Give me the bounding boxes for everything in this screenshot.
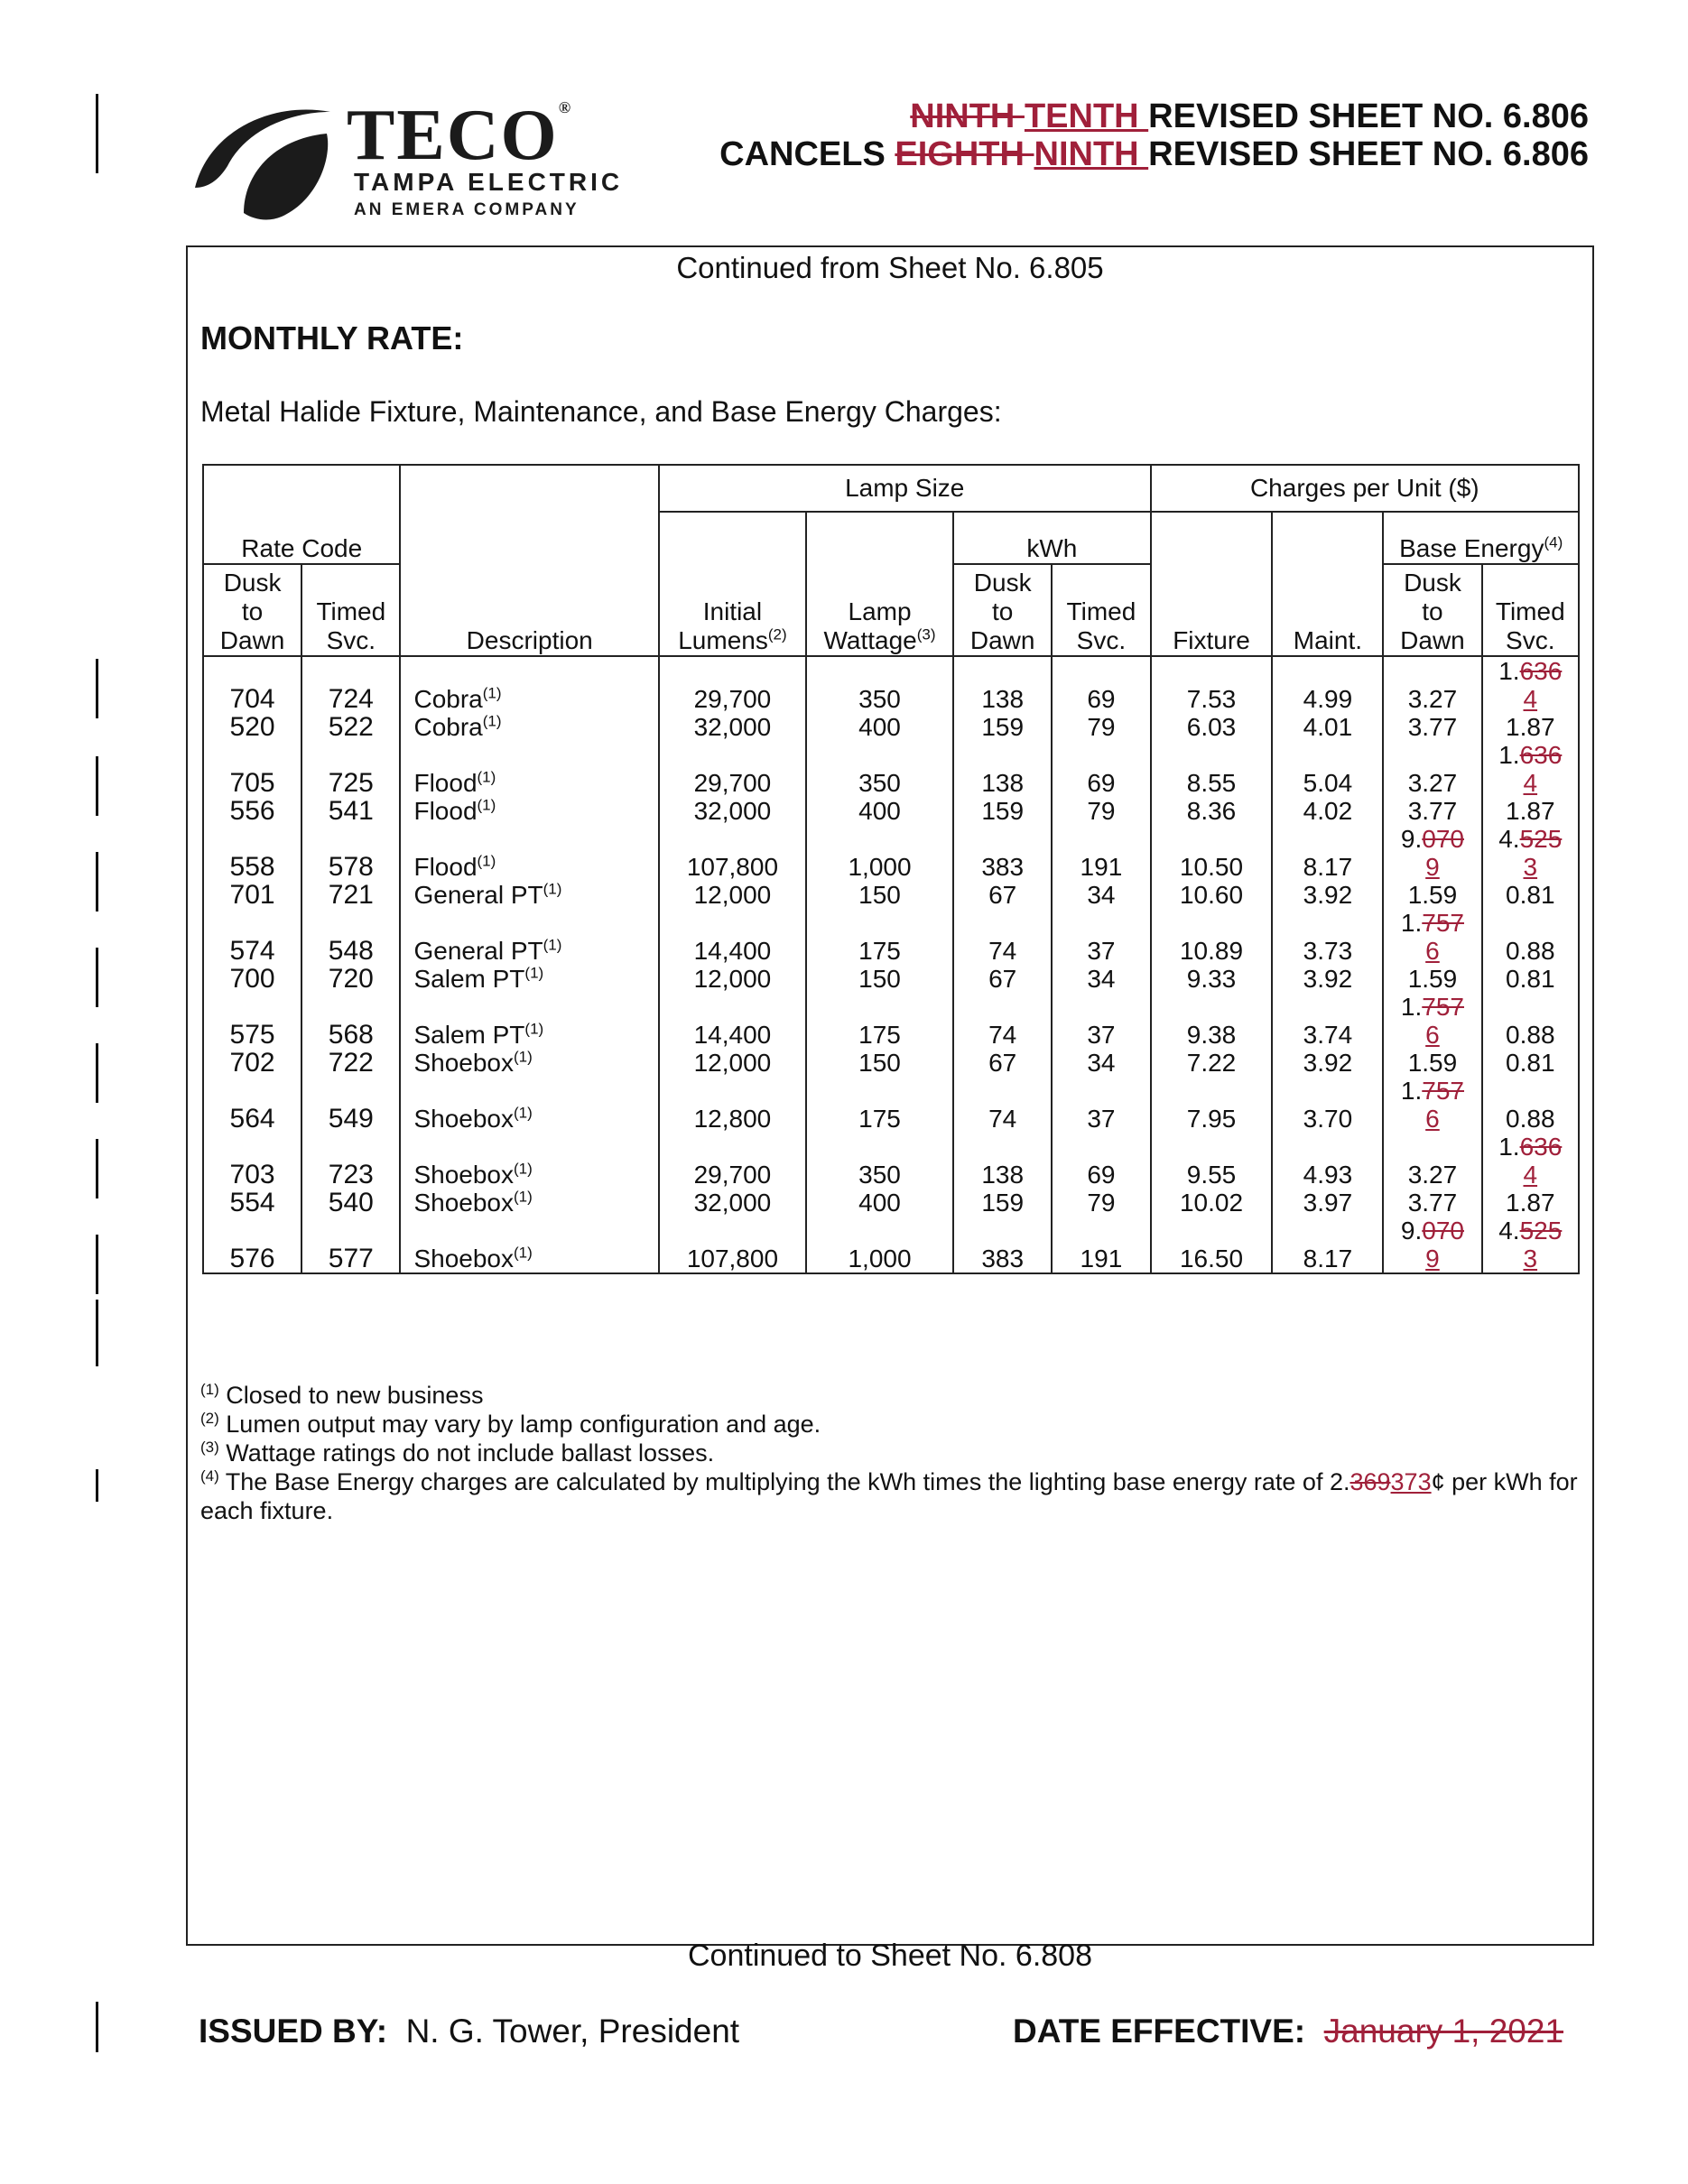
fixture-charge: 9.33 [1151, 965, 1273, 993]
base-energy-dusk-to-dawn: 1.59 [1383, 965, 1481, 993]
kwh-timed: 79 [1052, 797, 1150, 825]
fixture-header: Fixture [1151, 564, 1273, 656]
revision-bar [96, 852, 98, 912]
revision-bar [96, 94, 98, 173]
kwh-timed: 191 [1052, 1217, 1150, 1273]
maint-charge: 3.97 [1272, 1189, 1383, 1217]
rate-code-dusk-to-dawn: 575 [203, 993, 301, 1049]
initial-lumens: 12,000 [659, 1049, 806, 1077]
fixture-charge: 10.60 [1151, 881, 1273, 909]
maint-charge: 3.70 [1272, 1077, 1383, 1133]
base-energy-timed: 0.88 [1482, 909, 1579, 965]
lamp-wattage: 400 [806, 713, 953, 741]
fixture-description: Cobra$^{(1)}$ [400, 656, 658, 713]
maint-charge: 3.73 [1272, 909, 1383, 965]
rate-code-timed: 720 [301, 965, 400, 993]
maint-charge: 4.02 [1272, 797, 1383, 825]
lamp-wattage: 150 [806, 965, 953, 993]
base-energy-timed: 1.87 [1482, 1189, 1579, 1217]
rate-table [202, 464, 1580, 1350]
kwh-dusk-to-dawn: 138 [953, 656, 1052, 713]
timed-svc-header: Timed Svc. [301, 564, 400, 656]
fixture-charge: 10.02 [1151, 1189, 1273, 1217]
lamp-size-header: Lamp Size [659, 465, 1151, 512]
base-energy-timed: 4.525 3 [1482, 825, 1579, 881]
revision-bar [96, 2002, 98, 2052]
rate-code-timed: 724 [301, 656, 400, 713]
fixture-description: General PT$^{(1)}$ [400, 881, 658, 909]
fixture-description: Flood$^{(1)}$ [400, 825, 658, 881]
fixture-description: Flood$^{(1)}$ [400, 797, 658, 825]
be-timed-header: Timed Svc. [1482, 564, 1579, 656]
table-row [203, 909, 1579, 965]
table-row [203, 993, 1579, 1049]
lamp-wattage: 175 [806, 993, 953, 1049]
maint-charge: 4.93 [1272, 1133, 1383, 1189]
lamp-wattage-header: Lamp Wattage$^{(3)}$ [806, 564, 953, 656]
table-row [203, 1217, 1579, 1273]
kwh-dusk-to-dawn-header: Dusk to Dawn [953, 564, 1052, 656]
rate-code-timed: 541 [301, 797, 400, 825]
initial-lumens: 107,800 [659, 1217, 806, 1273]
rate-code-dusk-to-dawn: 703 [203, 1133, 301, 1189]
initial-lumens: 12,800 [659, 1077, 806, 1133]
lamp-wattage: 150 [806, 881, 953, 909]
maint-charge: 3.92 [1272, 881, 1383, 909]
logo-company-name: TAMPA ELECTRIC [354, 168, 624, 196]
lamp-wattage: 175 [806, 909, 953, 965]
initial-lumens: 29,700 [659, 741, 806, 797]
rate-code-timed: 549 [301, 1077, 400, 1133]
kwh-dusk-to-dawn: 159 [953, 713, 1052, 741]
kwh-timed: 34 [1052, 881, 1150, 909]
rate-code-dusk-to-dawn: 704 [203, 656, 301, 713]
fixture-charge: 9.55 [1151, 1133, 1273, 1189]
rate-code-dusk-to-dawn: 701 [203, 881, 301, 909]
dusk-to-dawn-header: Dusk to Dawn [203, 564, 301, 656]
table-row [203, 1049, 1579, 1077]
kwh-dusk-to-dawn: 138 [953, 1133, 1052, 1189]
base-energy-dusk-to-dawn: 3.77 [1383, 797, 1481, 825]
revision-bar [96, 659, 98, 718]
kwh-dusk-to-dawn: 383 [953, 1217, 1052, 1273]
table-row [203, 1189, 1579, 1217]
initial-lumens: 29,700 [659, 1133, 806, 1189]
rate-code-timed: 578 [301, 825, 400, 881]
rate-code-dusk-to-dawn: 554 [203, 1189, 301, 1217]
lamp-wattage: 350 [806, 656, 953, 713]
footnote-3: $^{(3)}$ Wattage ratings do not include ballast losses. [200, 1439, 715, 1467]
base-energy-timed: 1.636 4 [1482, 1133, 1579, 1189]
fixture-charge: 10.89 [1151, 909, 1273, 965]
base-energy-dusk-to-dawn: 9.070 9 [1383, 1217, 1481, 1273]
fixture-charge: 10.50 [1151, 825, 1273, 881]
kwh-header: kWh [953, 512, 1150, 564]
initial-lumens: 29,700 [659, 656, 806, 713]
kwh-dusk-to-dawn: 138 [953, 741, 1052, 797]
rate-code-dusk-to-dawn: 576 [203, 1217, 301, 1273]
kwh-timed: 69 [1052, 1133, 1150, 1189]
be-dusk-to-dawn-header: Dusk to Dawn [1383, 564, 1481, 656]
fixture-description: Shoebox$^{(1)}$ [400, 1133, 658, 1189]
table-row [203, 656, 1579, 713]
base-energy-timed: 0.81 [1482, 965, 1579, 993]
fixture-charge: 8.55 [1151, 741, 1273, 797]
continued-from: Continued from Sheet No. 6.805 [676, 251, 1104, 284]
section-title: MONTHLY RATE: [200, 319, 464, 356]
lamp-wattage: 1,000 [806, 1217, 953, 1273]
table-row [203, 881, 1579, 909]
fixture-charge: 16.50 [1151, 1217, 1273, 1273]
rate-code-dusk-to-dawn: 564 [203, 1077, 301, 1133]
rate-code-timed: 725 [301, 741, 400, 797]
kwh-timed: 191 [1052, 825, 1150, 881]
kwh-dusk-to-dawn: 67 [953, 965, 1052, 993]
footnote-2: $^{(2)}$ Lumen output may vary by lamp configuration and age. [200, 1410, 821, 1438]
lamp-wattage: 150 [806, 1049, 953, 1077]
section-subheading: Metal Halide Fixture, Maintenance, and Base Energy Charges: [200, 395, 1002, 428]
rate-code-dusk-to-dawn: 520 [203, 713, 301, 741]
kwh-timed: 79 [1052, 1189, 1150, 1217]
kwh-dusk-to-dawn: 159 [953, 797, 1052, 825]
revision-bar [96, 1043, 98, 1103]
kwh-dusk-to-dawn: 74 [953, 1077, 1052, 1133]
initial-lumens-header: Initial Lumens$^{(2)}$ [659, 564, 806, 656]
fixture-charge: 9.38 [1151, 993, 1273, 1049]
tariff-sheet-frame [186, 245, 1594, 1973]
kwh-dusk-to-dawn: 67 [953, 881, 1052, 909]
sheet-line-2: CANCELS EIGHTH NINTH REVISED SHEET NO. 6.806 [719, 135, 1589, 173]
base-energy-dusk-to-dawn: 3.77 [1383, 1189, 1481, 1217]
maint-charge: 3.92 [1272, 965, 1383, 993]
fixture-charge: 8.36 [1151, 797, 1273, 825]
initial-lumens: 32,000 [659, 797, 806, 825]
table-row [203, 1133, 1579, 1189]
kwh-dusk-to-dawn: 383 [953, 825, 1052, 881]
maint-charge: 5.04 [1272, 741, 1383, 797]
lamp-wattage: 175 [806, 1077, 953, 1133]
table-row [203, 965, 1579, 993]
base-energy-timed: 1.87 [1482, 713, 1579, 741]
issued-by: ISSUED BY: N. G. Tower, President [199, 2013, 740, 2050]
sheet-number-header [719, 97, 1589, 173]
fixture-description: Shoebox$^{(1)}$ [400, 1077, 658, 1133]
kwh-timed-header: Timed Svc. [1052, 564, 1150, 656]
rate-code-timed: 548 [301, 909, 400, 965]
rate-code-dusk-to-dawn: 702 [203, 1049, 301, 1077]
base-energy-timed: 1.87 [1482, 797, 1579, 825]
initial-lumens: 14,400 [659, 993, 806, 1049]
kwh-timed: 69 [1052, 656, 1150, 713]
base-energy-header: Base Energy$^{(4)}$ [1383, 512, 1579, 564]
teco-swoosh-icon [191, 94, 336, 220]
base-energy-dusk-to-dawn: 1.59 [1383, 1049, 1481, 1077]
table-row [203, 825, 1579, 881]
base-energy-dusk-to-dawn: 3.27 [1383, 656, 1481, 713]
rate-code-dusk-to-dawn: 574 [203, 909, 301, 965]
fixture-charge: 7.53 [1151, 656, 1273, 713]
maint-charge: 8.17 [1272, 1217, 1383, 1273]
kwh-timed: 37 [1052, 993, 1150, 1049]
rate-code-dusk-to-dawn: 705 [203, 741, 301, 797]
base-energy-dusk-to-dawn: 3.27 [1383, 741, 1481, 797]
base-energy-timed: 0.81 [1482, 1049, 1579, 1077]
rate-code-timed: 723 [301, 1133, 400, 1189]
revision-bar [96, 1300, 98, 1366]
fixture-charge: 7.95 [1151, 1077, 1273, 1133]
rate-code-timed: 721 [301, 881, 400, 909]
kwh-dusk-to-dawn: 159 [953, 1189, 1052, 1217]
base-energy-dusk-to-dawn: 1.757 6 [1383, 909, 1481, 965]
fixture-description: General PT$^{(1)}$ [400, 909, 658, 965]
rate-code-timed: 522 [301, 713, 400, 741]
kwh-dusk-to-dawn: 67 [953, 1049, 1052, 1077]
fixture-charge: 6.03 [1151, 713, 1273, 741]
initial-lumens: 32,000 [659, 713, 806, 741]
maint-charge: 4.99 [1272, 656, 1383, 713]
rate-code-dusk-to-dawn: 558 [203, 825, 301, 881]
revision-bar [96, 1469, 98, 1502]
logo-tagline: AN EMERA COMPANY [354, 200, 580, 219]
fixture-description: Salem PT$^{(1)}$ [400, 993, 658, 1049]
fixture-charge: 7.22 [1151, 1049, 1273, 1077]
rate-code-header: Rate Code [203, 512, 400, 564]
footnote-1: $^{(1)}$ Closed to new business [200, 1381, 484, 1409]
rate-code-dusk-to-dawn: 556 [203, 797, 301, 825]
description-header: Description [400, 564, 658, 656]
table-row [203, 1077, 1579, 1133]
fixture-description: Cobra$^{(1)}$ [400, 713, 658, 741]
company-logo [191, 94, 679, 220]
kwh-timed: 37 [1052, 1077, 1150, 1133]
rate-code-timed: 577 [301, 1217, 400, 1273]
fixture-description: Salem PT$^{(1)}$ [400, 965, 658, 993]
maint-charge: 8.17 [1272, 825, 1383, 881]
fixture-description: Shoebox$^{(1)}$ [400, 1049, 658, 1077]
kwh-timed: 79 [1052, 713, 1150, 741]
base-energy-timed: 0.88 [1482, 993, 1579, 1049]
table-row [203, 797, 1579, 825]
revision-bar [96, 756, 98, 816]
fixture-description: Flood$^{(1)}$ [400, 741, 658, 797]
sheet-line-1: NINTH TENTH REVISED SHEET NO. 6.806 [910, 97, 1589, 135]
initial-lumens: 107,800 [659, 825, 806, 881]
revision-bar [96, 948, 98, 1007]
date-effective: DATE EFFECTIVE: January 1, 2021 [1013, 2013, 1564, 2050]
footnote-4: $^{(4)}$ The Base Energy charges are calculated by multiplying the kWh times the lighting base energy rate of 2.369373¢ per kWh for each fixture. [200, 1467, 1578, 1524]
logo-wordmark: TECO® [347, 96, 573, 175]
maint-header: Maint. [1272, 564, 1383, 656]
fixture-description: Shoebox$^{(1)}$ [400, 1189, 658, 1217]
kwh-dusk-to-dawn: 74 [953, 909, 1052, 965]
charges-header: Charges per Unit ($) [1151, 465, 1579, 512]
kwh-dusk-to-dawn: 74 [953, 993, 1052, 1049]
lamp-wattage: 400 [806, 1189, 953, 1217]
initial-lumens: 12,000 [659, 881, 806, 909]
kwh-timed: 69 [1052, 741, 1150, 797]
revision-bar [96, 1139, 98, 1198]
initial-lumens: 14,400 [659, 909, 806, 965]
rate-code-timed: 722 [301, 1049, 400, 1077]
rate-code-timed: 568 [301, 993, 400, 1049]
initial-lumens: 32,000 [659, 1189, 806, 1217]
kwh-timed: 34 [1052, 965, 1150, 993]
base-energy-timed: 1.636 4 [1482, 656, 1579, 713]
rate-table-body [203, 656, 1579, 1273]
maint-charge: 4.01 [1272, 713, 1383, 741]
footnotes [200, 1381, 1581, 1525]
base-energy-timed: 4.525 3 [1482, 1217, 1579, 1273]
kwh-timed: 37 [1052, 909, 1150, 965]
kwh-timed: 34 [1052, 1049, 1150, 1077]
base-energy-dusk-to-dawn: 1.757 6 [1383, 993, 1481, 1049]
base-energy-dusk-to-dawn: 3.77 [1383, 713, 1481, 741]
initial-lumens: 12,000 [659, 965, 806, 993]
lamp-wattage: 1,000 [806, 825, 953, 881]
base-energy-dusk-to-dawn: 3.27 [1383, 1133, 1481, 1189]
base-energy-dusk-to-dawn: 9.070 9 [1383, 825, 1481, 881]
lamp-wattage: 400 [806, 797, 953, 825]
rate-code-dusk-to-dawn: 700 [203, 965, 301, 993]
base-energy-dusk-to-dawn: 1.757 6 [1383, 1077, 1481, 1133]
fixture-description: Shoebox$^{(1)}$ [400, 1217, 658, 1273]
base-energy-timed: 0.81 [1482, 881, 1579, 909]
base-energy-dusk-to-dawn: 1.59 [1383, 881, 1481, 909]
lamp-wattage: 350 [806, 741, 953, 797]
rate-code-timed: 540 [301, 1189, 400, 1217]
base-energy-timed: 1.636 4 [1482, 741, 1579, 797]
table-row [203, 741, 1579, 797]
continued-to: Continued to Sheet No. 6.808 [688, 1939, 1092, 1973]
revision-bar [96, 1235, 98, 1294]
maint-charge: 3.74 [1272, 993, 1383, 1049]
base-energy-timed: 0.88 [1482, 1077, 1579, 1133]
lamp-wattage: 350 [806, 1133, 953, 1189]
maint-charge: 3.92 [1272, 1049, 1383, 1077]
table-row [203, 713, 1579, 741]
